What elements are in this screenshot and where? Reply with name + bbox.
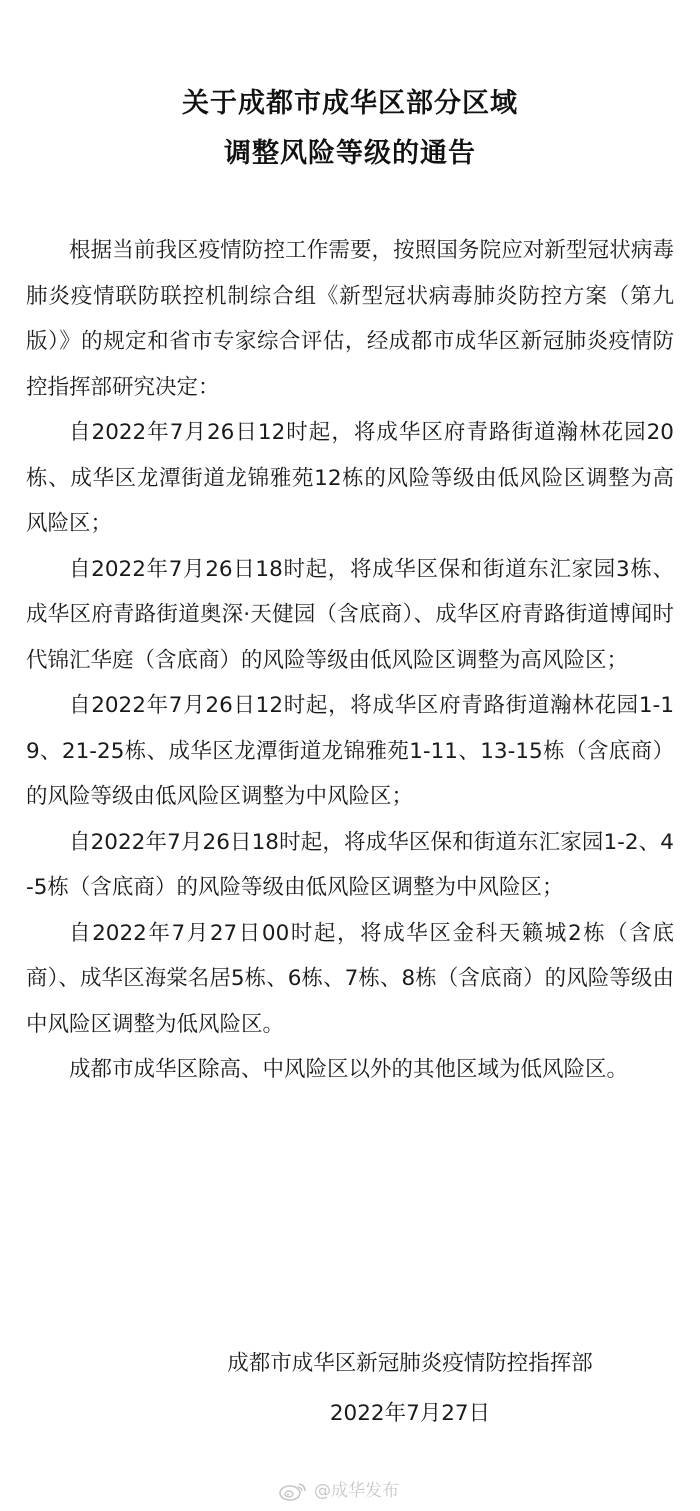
weibo-watermark [278, 1480, 399, 1502]
paragraph-item: 自2022年7月26日12时起，将成华区府青路街道瀚林花园1-19、21-25栋、成华区龙潭街道龙锦雅苑1-11、13-15栋（含底商）的风险等级由低风险区调整为中风险区； [26, 693, 674, 809]
notice-body [26, 228, 674, 1093]
paragraph-item: 自2022年7月26日18时起，将成华区保和街道东汇家园1-2、4-5栋（含底商）的风险等级由低风险区调整为中风险区； [26, 829, 674, 900]
paragraph-item: 自2022年7月27日00时起，将成华区金科天籁城2栋（含底商）、成华区海棠名居5栋、6栋、7栋、8栋（含底商）的风险等级由中风险区调整为低风险区。 [26, 920, 674, 1037]
paragraph-closing: 成都市成华区除高、中风险区以外的其他区域为低风险区。 [69, 1057, 629, 1082]
signature-organization: 成都市成华区新冠肺炎疫情防控指挥部 [227, 1351, 593, 1376]
watermark-text: @成华发布 [314, 1481, 399, 1501]
paragraph-item: 自2022年7月26日18时起，将成华区保和街道东汇家园3栋、成华区府青路街道奥深·天健园（含底商）、成华区府青路街道博闻时代锦汇华庭（含底商）的风险等级由低风险区调整为高风险区； [26, 556, 674, 673]
notice-title-line-2: 调整风险等级的通告 [224, 138, 476, 169]
paragraph-item: 自2022年7月26日12时起，将成华区府青路街道瀚林花园20栋、成华区龙潭街道龙锦雅苑12栋的风险等级由低风险区调整为高风险区； [26, 420, 674, 536]
notice-title-line-1: 关于成都市成华区部分区域 [182, 88, 518, 119]
paragraph-intro: 根据当前我区疫情防控工作需要，按照国务院应对新型冠状病毒肺炎疫情联防联控机制综合组《新型冠状病毒肺炎防控方案（第九版）》的规定和省市专家综合评估，经成都市成华区新冠肺炎疫情防控指挥部研究决定： [26, 238, 674, 400]
signature-date: 2022年7月27日 [329, 1401, 491, 1426]
weibo-icon [278, 1481, 308, 1501]
